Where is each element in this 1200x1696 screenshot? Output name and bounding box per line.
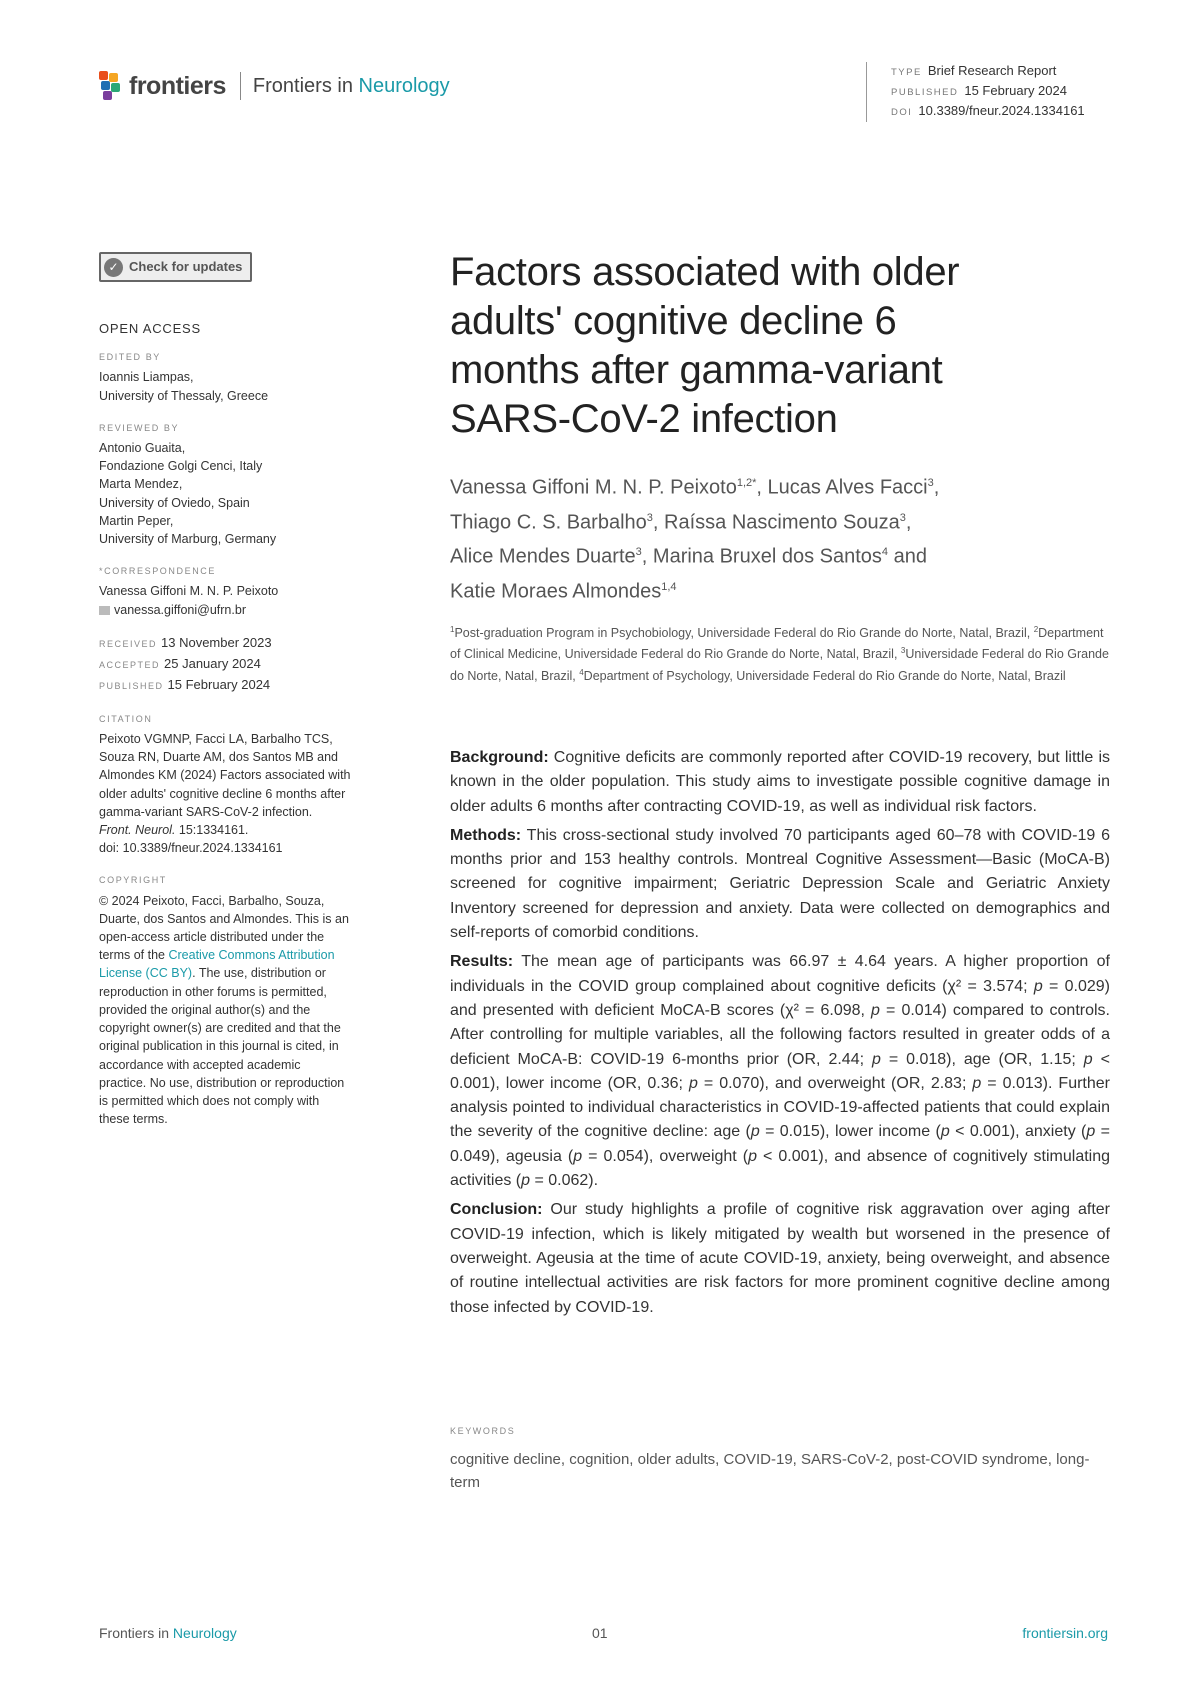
sidebar	[99, 252, 399, 1128]
article-header	[450, 248, 1110, 686]
copyright-line: accordance with accepted academic	[99, 1057, 301, 1072]
footer-accent: Neurology	[172, 1625, 237, 1641]
logo-divider	[240, 72, 241, 100]
citation-label: CITATION	[99, 713, 153, 724]
p-symbol: p	[688, 1074, 698, 1092]
copyright-line: open-access article distributed under the	[99, 930, 325, 945]
p-symbol: p	[748, 1147, 757, 1165]
date-key: RECEIVED	[99, 638, 158, 649]
date-value: 25 January 2024	[164, 655, 261, 671]
affil-text: Department of Clinical Medicine, Universidade Federal do Rio Grande do Norte, Natal, Brazil,	[450, 625, 1104, 662]
citation-text	[99, 730, 399, 857]
results-text: The mean age of participants was 66.97 ± 4.64 years. A higher proportion of individuals in the COVID group complained about cognitive deficits (χ² = 3.574;	[450, 953, 1110, 995]
methods-label: Methods:	[450, 826, 522, 844]
abstract-conclusion	[450, 1198, 1110, 1319]
citation-doi[interactable]: doi: 10.3389/fneur.2024.1334161	[99, 841, 283, 856]
copyright-terms-prefix: terms of the	[99, 948, 169, 963]
p-symbol: p	[972, 1074, 982, 1092]
abstract-results	[450, 950, 1110, 1193]
copyright-line: © 2024 Peixoto, Facci, Barbalho, Souza,	[99, 893, 325, 908]
background-text: Cognitive deficits are commonly reported after COVID-19 recovery, but little is known in the older population. This study aims to investigate possible cognitive damage in older adults 6 months after contracting COVID-19, as well as individual risk factors.	[450, 749, 1110, 815]
affil-sup: 3	[900, 646, 906, 656]
check-for-updates-button[interactable]	[99, 252, 252, 282]
abstract-background	[450, 746, 1110, 819]
background-label: Background:	[450, 749, 549, 766]
author-sup: 1,4	[661, 580, 677, 593]
author-sep: ,	[756, 476, 768, 499]
citation-journal: Front. Neurol.	[99, 823, 176, 838]
check-updates-icon: ✓	[104, 258, 123, 277]
meta-type	[891, 62, 1085, 82]
date-published	[99, 675, 399, 696]
copyright-line: provided the original author(s) and the	[99, 1002, 311, 1017]
results-text: = 0.054), overweight (	[582, 1147, 749, 1165]
author-sup: 1,2*	[736, 477, 757, 489]
citation-line: Peixoto VGMNP, Facci LA, Barbalho TCS,	[99, 732, 333, 747]
results-text: = 0.049), ageusia (	[450, 1123, 1111, 1165]
page-number: 01	[592, 1625, 608, 1641]
keywords-label: KEYWORDS	[450, 1426, 516, 1436]
meta-key: DOI	[891, 107, 913, 118]
keywords-text: cognitive decline, cognition, older adults, COVID-19, SARS-CoV-2, post-COVID syndrome, long-term	[450, 1451, 1090, 1491]
abstract	[450, 746, 1110, 1325]
meta-value: Brief Research Report	[927, 63, 1057, 78]
date-accepted	[99, 654, 399, 675]
meta-key: TYPE	[891, 67, 922, 78]
article-dates	[99, 633, 399, 696]
meta-value: 15 February 2024	[964, 83, 1067, 98]
p-symbol: p	[940, 1123, 950, 1141]
results-text: < 0.001), anxiety (	[949, 1123, 1087, 1141]
cc-license-link[interactable]: Creative Commons Attribution	[168, 948, 335, 963]
date-value: 13 November 2023	[161, 634, 272, 650]
affil-sup: 2	[1033, 624, 1039, 634]
frontiers-logo-icon	[99, 71, 123, 101]
meta-value[interactable]: 10.3389/fneur.2024.1334161	[918, 103, 1085, 118]
author-sep: ,	[652, 511, 665, 534]
author-sup: 3	[899, 511, 906, 524]
results-text: < 0.001), lower income (OR, 0.36;	[450, 1050, 1110, 1092]
affil-text: Post-graduation Program in Psychobiology, Universidade Federal do Rio Grande do Norte, Natal, Brazil,	[454, 625, 1034, 640]
date-key: PUBLISHED	[99, 680, 164, 691]
author-sep: and	[888, 545, 927, 568]
copyright-line: practice. No use, distribution or reproduction	[99, 1075, 345, 1090]
correspondence-email[interactable]: vanessa.giffoni@ufrn.br	[114, 602, 246, 617]
correspondence-email-link[interactable]	[99, 601, 399, 619]
cc-license-link-2[interactable]: License (CC BY)	[99, 966, 193, 981]
abstract-methods	[450, 824, 1110, 945]
author-sup: 3	[927, 477, 934, 489]
journal-prefix: Frontiers in	[252, 74, 359, 97]
reviewer-line: Antonio Guaita,	[99, 441, 186, 456]
reviewed-by-label: REVIEWED BY	[99, 422, 180, 433]
reviewer-line: Marta Mendez,	[99, 477, 183, 492]
meta-doi[interactable]	[891, 102, 1085, 122]
date-key: ACCEPTED	[99, 659, 161, 670]
copyright-line	[99, 946, 399, 964]
p-symbol: p	[521, 1172, 531, 1190]
author-name[interactable]: Katie Moraes Almondes	[450, 580, 662, 603]
title-line: SARS-CoV-2 infection	[450, 397, 838, 441]
keywords-section	[450, 1426, 1110, 1494]
open-access-label: OPEN ACCESS	[99, 321, 201, 336]
logo-wordmark: frontiers	[129, 71, 226, 100]
editor-affiliation: University of Thessaly, Greece	[99, 388, 269, 403]
footer-prefix: Frontiers in	[99, 1625, 173, 1641]
title-line: adults' cognitive decline 6	[450, 299, 897, 343]
methods-text: This cross-sectional study involved 70 participants aged 60–78 with COVID-19 6 months prior and 153 healthy controls. Montreal Cognitive Assessment—Basic (MoCA-B) screened for cognitive impairment; Geriatric Depression Scale and Geriatric Anxiety Inventory screened for depression and anxiety. Data were collected on demographics and self-reports of comorbid conditions.	[450, 826, 1110, 942]
affil-text: Department of Psychology, Universidade Federal do Rio Grande do Norte, Natal, Brazil	[583, 669, 1066, 684]
copyright-line: copyright owner(s) are credited and that the	[99, 1021, 341, 1036]
journal-accent: Neurology	[358, 74, 450, 97]
p-symbol: p	[1083, 1050, 1093, 1068]
reviewer-line: University of Marburg, Germany	[99, 532, 277, 547]
affil-text: Universidade Federal do Rio Grande do Norte, Natal, Brazil,	[450, 647, 1109, 684]
author-name[interactable]: Raíssa Nascimento Souza	[664, 511, 900, 534]
copyright-line: these terms.	[99, 1112, 168, 1127]
date-value: 15 February 2024	[167, 676, 271, 692]
footer-journal[interactable]	[99, 1625, 237, 1641]
results-label: Results:	[450, 953, 514, 971]
copyright-line: Duarte, dos Santos and Almondes. This is an	[99, 911, 349, 926]
author-name[interactable]: Vanessa Giffoni M. N. P. Peixoto	[450, 476, 737, 499]
p-symbol: p	[750, 1123, 760, 1141]
results-text: = 0.070), and overweight (OR, 2.83;	[697, 1074, 973, 1092]
copyright-label: COPYRIGHT	[99, 875, 167, 886]
copyright-after-link: . The use, distribution or	[192, 966, 326, 981]
p-symbol: p	[871, 1050, 881, 1068]
citation-line: Almondes KM (2024) Factors associated with	[99, 768, 351, 783]
affil-sup: 1	[450, 624, 455, 634]
author-sep: ,	[933, 476, 940, 499]
results-text: = 0.062).	[530, 1172, 599, 1190]
author-sup: 3	[646, 511, 653, 524]
copyright-line: reproduction in other forums is permitted,	[99, 984, 327, 999]
copyright-text	[99, 892, 399, 1129]
article-meta	[866, 62, 1085, 122]
affiliations	[450, 621, 1110, 686]
author-name[interactable]: Lucas Alves Facci	[767, 476, 928, 499]
p-symbol: p	[1086, 1123, 1096, 1141]
article-title	[450, 248, 1110, 444]
author-name[interactable]: Alice Mendes Duarte	[450, 545, 636, 568]
meta-published	[891, 82, 1085, 102]
editor-name: Ioannis Liampas,	[99, 370, 194, 385]
p-symbol: p	[1033, 977, 1043, 995]
reviewer-line: Fondazione Golgi Cenci, Italy	[99, 459, 263, 474]
results-text: = 0.013). Further analysis pointed to individual characteristics in COVID-19-affected patients that could explain the severity of the cognitive decline: age (	[450, 1074, 1110, 1141]
p-symbol: p	[871, 1001, 880, 1019]
author-sep: ,	[641, 545, 653, 568]
footer-site-link[interactable]: frontiersin.org	[1022, 1625, 1108, 1641]
results-text: = 0.014) compared to controls. After controlling for multiple variables, all the following factors resulted in greater odds of a deficient MoCA-B: COVID-19 6-months prior (OR, 2.44;	[450, 1001, 1110, 1068]
reviewer-line: University of Oviedo, Spain	[99, 495, 250, 510]
citation-journal-line	[99, 821, 399, 839]
frontiers-logo[interactable]	[99, 70, 450, 102]
author-sup: 4	[881, 546, 889, 559]
author-sup: 3	[635, 546, 642, 559]
affil-sup: 4	[579, 667, 584, 677]
results-text: = 0.018), age (OR, 1.15;	[880, 1050, 1084, 1068]
conclusion-label: Conclusion:	[450, 1201, 543, 1219]
title-line: months after gamma-variant	[450, 348, 943, 392]
copyright-line: is permitted which does not comply with	[99, 1093, 320, 1108]
reviewer-line: Martin Peper,	[99, 513, 174, 528]
journal-name	[253, 75, 450, 98]
meta-key: PUBLISHED	[891, 87, 959, 98]
results-text: = 0.015), lower income (	[759, 1123, 941, 1141]
author-name[interactable]: Marina Bruxel dos Santos	[652, 545, 882, 568]
citation-line: Souza RN, Duarte AM, dos Santos MB and	[99, 750, 339, 765]
mail-icon	[99, 606, 110, 615]
author-name[interactable]: Thiago C. S. Barbalho	[450, 511, 647, 534]
copyright-line: original publication in this journal is cited, in	[99, 1039, 339, 1054]
author-sep: ,	[905, 511, 912, 534]
correspondence-name: Vanessa Giffoni M. N. P. Peixoto	[99, 584, 279, 599]
title-line: Factors associated with older	[450, 250, 960, 294]
copyright-line	[99, 964, 399, 982]
correspondence-label: *CORRESPONDENCE	[99, 566, 217, 577]
citation-line: older adults' cognitive decline 6 months after	[99, 786, 346, 801]
citation-volume: 15:1334161.	[175, 823, 249, 838]
p-symbol: p	[573, 1147, 583, 1165]
edited-by-label: EDITED BY	[99, 352, 161, 363]
author-list	[450, 468, 1110, 607]
results-text: = 0.029) and presented with deficient MoCA-B scores (χ² = 6.098,	[450, 977, 1110, 1019]
conclusion-text: Our study highlights a profile of cognitive risk aggravation over aging after COVID-19 infection, which is likely mitigated by wealth but worsened in the presence of overweight. Ageusia at the time of acute COVID-19, anxiety, being overweight, and absence of routine intellectual activities are risk factors for more prominent cognitive decline among those infected by COVID-19.	[450, 1201, 1110, 1316]
check-updates-label: Check for updates	[129, 258, 243, 274]
citation-line: gamma-variant SARS-CoV-2 infection.	[99, 804, 313, 819]
date-received	[99, 633, 399, 654]
results-text: < 0.001), and absence of cognitively stimulating activities (	[450, 1147, 1111, 1190]
